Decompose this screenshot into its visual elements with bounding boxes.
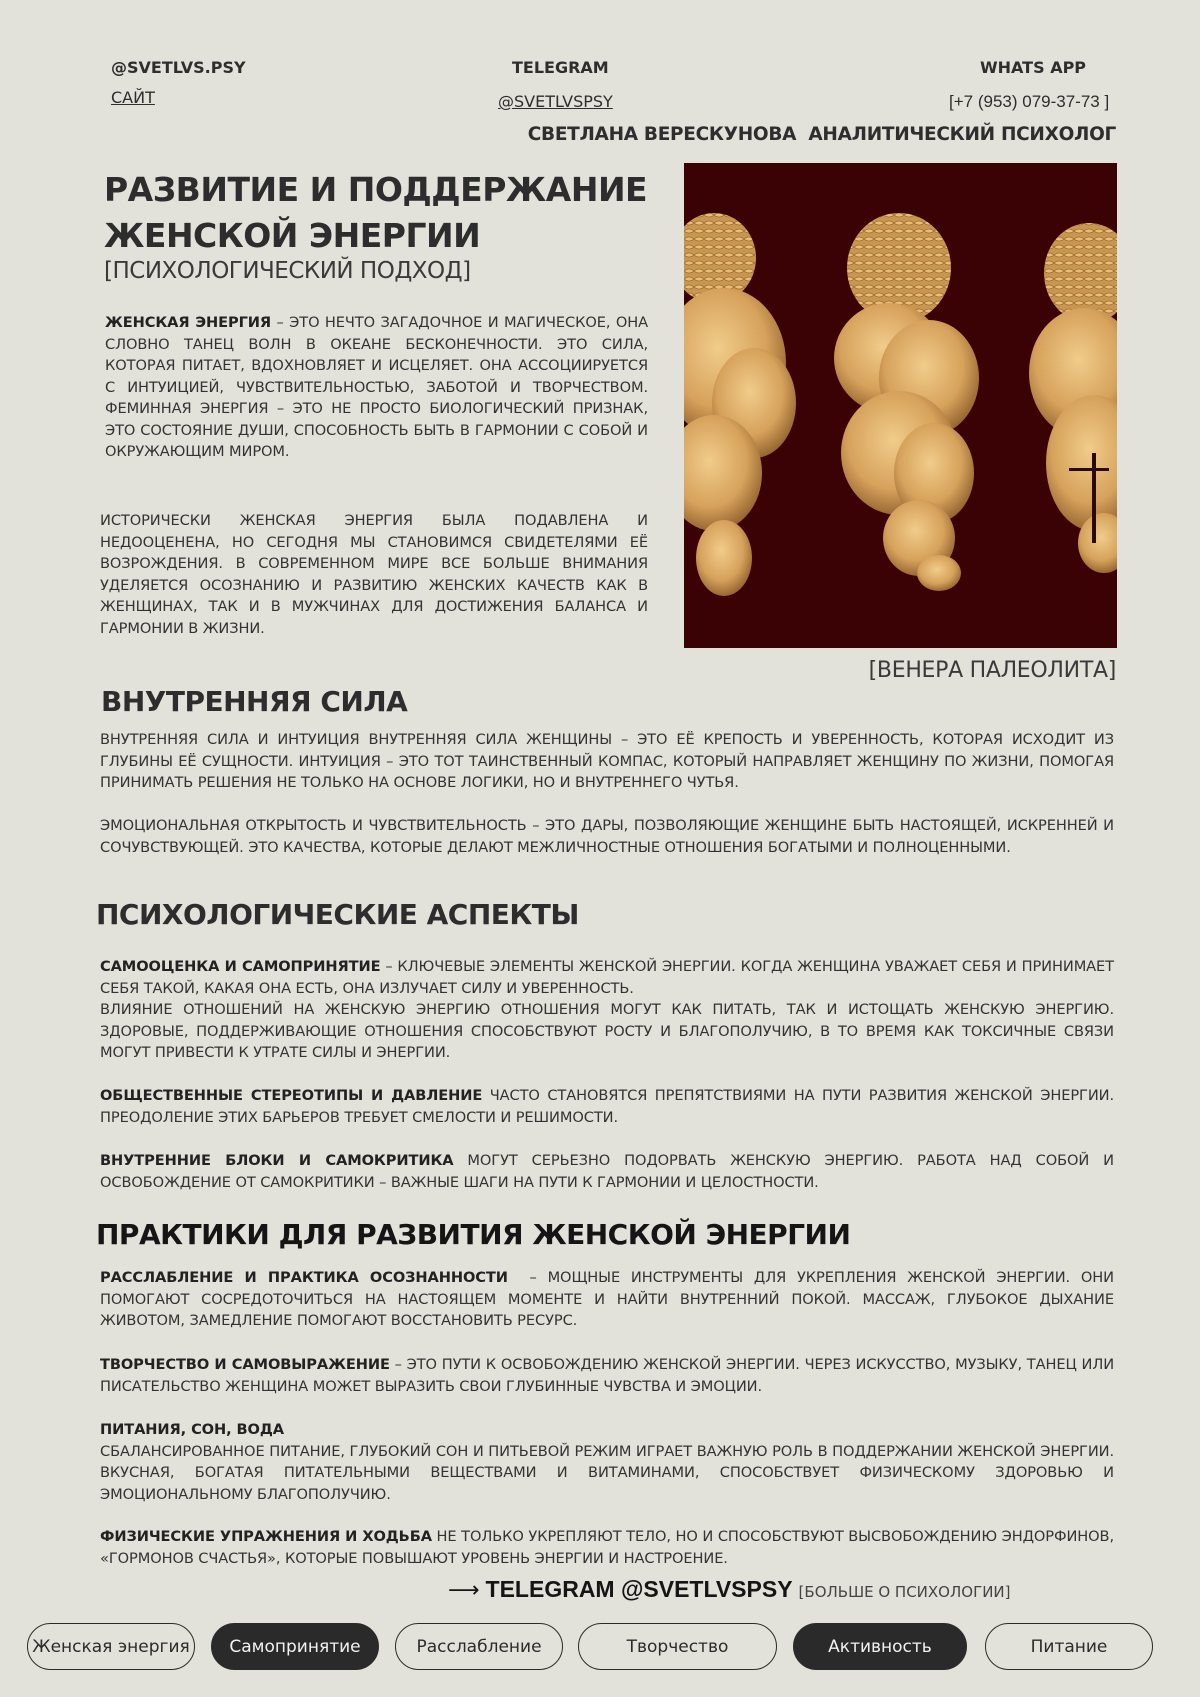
figurine-left [684,213,796,596]
venus-photo [684,163,1117,648]
instagram-handle: @SVETLVS.PSY [111,58,246,77]
venus-figurines-image [684,163,1117,648]
practice-nutrition-text: СБАЛАНСИРОВАННОЕ ПИТАНИЕ, ГЛУБОКИЙ СОН И ПИТЬЕВОЙ РЕЖИМ ИГРАЕТ ВАЖНУЮ РОЛЬ В ПОДДЕРЖАНИИ ЖЕНСКОЙ ЭНЕРГИИ. ВКУСНАЯ, БОГАТАЯ ПИТАТЕЛЬНЫМИ ВЕЩЕСТВАМИ И ВИТАМИНАМИ, СПОСОБСТВУЕТ ФИЗИЧЕСКОМУ ЗДОРОВЬЮ И ЭМОЦИОНАЛЬНОМУ БЛАГОПОЛУЧИЮ. [100,1442,1114,1503]
site-link[interactable]: САЙТ [111,88,155,107]
intro-paragraph [105,312,648,463]
aspect-self-acceptance-text: – КЛЮЧЕВЫЕ ЭЛЕМЕНТЫ ЖЕНСКОЙ ЭНЕРГИИ. КОГДА ЖЕНЩИНА УВАЖАЕТ СЕБЯ И ПРИНИМАЕТ СЕБЯ ТАКОЙ, КАКАЯ ОНА ЕСТЬ, ОНА ИЗЛУЧАЕТ СИЛУ И УВЕРЕННОСТЬ. [100,958,1114,997]
whatsapp-label: WHATS APP [980,58,1087,77]
figurine-right [1029,223,1117,573]
aspect-inner-blocks [100,1150,1114,1193]
practice-creativity [100,1354,1114,1397]
heading-inner-strength: ВНУТРЕННЯЯ СИЛА [101,685,408,718]
aspect-stereotypes-term: ОБЩЕСТВЕННЫЕ СТЕРЕОТИПЫ И ДАВЛЕНИЕ [100,1087,483,1104]
telegram-cta[interactable] [448,1576,1011,1603]
telegram-link[interactable]: @SVETLVSPSY [498,92,613,111]
arrow-right-icon: ⟶ [448,1578,480,1603]
aspect-inner-blocks-term: ВНУТРЕННИЕ БЛОКИ И САМОКРИТИКА [100,1152,454,1169]
aspect-stereotypes [100,1085,1114,1128]
history-paragraph: ИСТОРИЧЕСКИ ЖЕНСКАЯ ЭНЕРГИЯ БЫЛА ПОДАВЛЕНА И НЕДООЦЕНЕНА, НО СЕГОДНЯ МЫ СТАНОВИМСЯ СВИДЕТЕЛЯМИ ЕЁ ВОЗРОЖДЕНИЯ. В СОВРЕМЕННОМ МИРЕ ВСЕ БОЛЬШЕ ВНИМАНИЯ УДЕЛЯЕТСЯ ОСОЗНАНИЮ И РАЗВИТИЮ ЖЕНСКИХ КАЧЕСТВ КАК В ЖЕНЩИНАХ, ТАК И В МУЖЧИНАХ ДЛЯ ДОСТИЖЕНИЯ БАЛАНСА И ГАРМОНИИ В ЖИЗНИ. [100,512,648,637]
tab-feminine-energy[interactable]: Женская энергия [27,1623,195,1670]
practice-creativity-text: – ЭТО ПУТИ К ОСВОБОЖДЕНИЮ ЖЕНСКОЙ ЭНЕРГИИ. ЧЕРЕЗ ИСКУССТВО, МУЗЫКУ, ТАНЕЦ ИЛИ ПИСАТЕЛЬСТВО ЖЕНЩИНА МОЖЕТ ВЫРАЗИТЬ СВОИ ГЛУБИННЫЕ ЧУВСТВА И ЭМОЦИИ. [100,1356,1115,1395]
telegram-cta-label[interactable]: TELEGRAM @SVETLVSPSY [485,1576,793,1602]
aspect-self-acceptance-term: САМООЦЕНКА И САМОПРИНЯТИЕ [100,958,381,975]
aspect-relationships-text: ВЛИЯНИЕ ОТНОШЕНИЙ НА ЖЕНСКУЮ ЭНЕРГИЮ ОТНОШЕНИЯ МОГУТ КАК ПИТАТЬ, ТАК И ИСТОЩАТЬ ЖЕНСКУЮ ЭНЕРГИЮ. ЗДОРОВЫЕ, ПОДДЕРЖИВАЮЩИЕ ОТНОШЕНИЯ СПОСОБСТВУЮТ РОСТУ И БЛАГОПОЛУЧИЮ, В ТО ВРЕМЯ КАК ТОКСИЧНЫЕ СВЯЗИ МОГУТ ПРИВЕСТИ К УТРАТЕ СИЛЫ И ЭНЕРГИИ. [100,1001,1114,1061]
practice-nutrition [100,1419,1114,1505]
figurine-center [834,213,979,591]
tab-relaxation[interactable]: Расслабление [395,1623,563,1670]
title-line-1: РАЗВИТИЕ И ПОДДЕРЖАНИЕ [104,170,648,209]
practice-exercise-text: НЕ ТОЛЬКО УКРЕПЛЯЮТ ТЕЛО, НО И СПОСОБСТВУЮТ ВЫСВОБОЖДЕНИЮ ЭНДОРФИНОВ, «ГОРМОНОВ СЧАСТЬЯ», КОТОРЫЕ ПОВЫШАЮТ УРОВЕНЬ ЭНЕРГИИ И НАСТРОЕНИЕ. [100,1528,1114,1567]
intro-text: – ЭТО НЕЧТО ЗАГАДОЧНОЕ И МАГИЧЕСКОЕ, ОНА СЛОВНО ТАНЕЦ ВОЛН В ОКЕАНЕ БЕСКОНЕЧНОСТИ. ЭТО СИЛА, КОТОРАЯ ПИТАЕТ, ВДОХНОВЛЯЕТ И ИСЦЕЛЯЕТ. ОНА АССОЦИИРУЕТСЯ С ИНТУИЦИЕЙ, ЧУВСТВИТЕЛЬНОСТЬЮ, ЗАБОТОЙ И ТВОРЧЕСТВОМ. ФЕМИННАЯ ЭНЕРГИЯ – ЭТО НЕ ПРОСТО БИОЛОГИЧЕСКИЙ ПРИЗНАК, ЭТО СОСТОЯНИЕ ДУШИ, СПОСОБНОСТЬ БЫТЬ В ГАРМОНИИ С СОБОЙ И ОКРУЖАЮЩИМ МИРОМ. [105,314,648,460]
photo-caption: [ВЕНЕРА ПАЛЕОЛИТА] [868,658,1116,683]
title-line-2: ЖЕНСКОЙ ЭНЕРГИИ [104,216,481,255]
tab-creativity[interactable]: Творчество [578,1623,777,1670]
author-line: СВЕТЛАНА ВЕРЕСКУНОВА АНАЛИТИЧЕСКИЙ ПСИХОЛОГ [527,124,1116,145]
tab-activity[interactable]: Активность [793,1623,967,1670]
heading-psych-aspects: ПСИХОЛОГИЧЕСКИЕ АСПЕКТЫ [96,898,579,931]
intro-term: ЖЕНСКАЯ ЭНЕРГИЯ [105,314,272,331]
aspect-stereotypes-text: ЧАСТО СТАНОВЯТСЯ ПРЕПЯТСТВИЯМИ НА ПУТИ РАЗВИТИЯ ЖЕНСКОЙ ЭНЕРГИИ. ПРЕОДОЛЕНИЕ ЭТИХ БАРЬЕРОВ ТРЕБУЕТ СМЕЛОСТИ И РЕШИМОСТИ. [100,1087,1114,1126]
inner-strength-p1: ВНУТРЕННЯЯ СИЛА И ИНТУИЦИЯ ВНУТРЕННЯЯ СИЛА ЖЕНЩИНЫ – ЭТО ЕЁ КРЕПОСТЬ И УВЕРЕННОСТЬ, КОТОРАЯ ИСХОДИТ ИЗ ГЛУБИНЫ ЕЁ СУЩНОСТИ. ИНТУИЦИЯ – ЭТО ТОТ ТАИНСТВЕННЫЙ КОМПАС, КОТОРЫЙ НАПРАВЛЯЕТ ЖЕНЩИНУ ПО ЖИЗНИ, ПОМОГАЯ ПРИНИМАТЬ РЕШЕНИЯ НЕ ТОЛЬКО НА ОСНОВЕ ЛОГИКИ, НО И ВНУТРЕННЕГО ЧУТЬЯ. [100,731,1114,791]
inner-strength-p2: ЭМОЦИОНАЛЬНАЯ ОТКРЫТОСТЬ И ЧУВСТВИТЕЛЬНОСТЬ – ЭТО ДАРЫ, ПОЗВОЛЯЮЩИЕ ЖЕНЩИНЕ БЫТЬ НАСТОЯЩЕЙ, ИСКРЕННЕЙ И СОЧУВСТВУЮЩЕЙ. ЭТО КАЧЕСТВА, КОТОРЫЕ ДЕЛАЮТ МЕЖЛИЧНОСТНЫЕ ОТНОШЕНИЯ БОГАТЫМИ И ПОЛНОЦЕННЫМИ. [100,817,1114,856]
aspect-self-acceptance [100,956,1114,1064]
practice-nutrition-term: ПИТАНИЯ, СОН, ВОДА [100,1421,284,1438]
practice-exercise [100,1526,1114,1569]
tab-nutrition[interactable]: Питание [985,1623,1153,1670]
telegram-cta-note: [БОЛЬШЕ О ПСИХОЛОГИИ] [798,1583,1011,1601]
page-title [104,160,664,265]
practice-relaxation [100,1267,1119,1332]
page-subtitle: [ПСИХОЛОГИЧЕСКИЙ ПОДХОД] [104,258,471,284]
phone-number[interactable]: [+7 (953) 079-37-73 ] [949,92,1110,111]
practice-relaxation-term: РАССЛАБЛЕНИЕ И ПРАКТИКА ОСОЗНАННОСТИ [100,1269,508,1286]
practice-relaxation-text: – МОЩНЫЕ ИНСТРУМЕНТЫ ДЛЯ УКРЕПЛЕНИЯ ЖЕНСКОЙ ЭНЕРГИИ. ОНИ ПОМОГАЮТ СОСРЕДОТОЧИТЬСЯ НА НАСТОЯЩЕМ МОМЕНТЕ И НАЙТИ ВНУТРЕННИЙ ПОКОЙ. МАССАЖ, ГЛУБОКОЕ ДЫХАНИЕ ЖИВОТОМ, ЗАМЕДЛЕНИЕ ПОМОГАЮТ ВОССТАНОВИТЬ РЕСУРС. [100,1269,1119,1329]
aspect-inner-blocks-text: МОГУТ СЕРЬЕЗНО ПОДОРВАТЬ ЖЕНСКУЮ ЭНЕРГИЮ. РАБОТА НАД СОБОЙ И ОСВОБОЖДЕНИЕ ОТ САМОКРИТИКИ – ВАЖНЫЕ ШАГИ НА ПУТИ К ГАРМОНИИ И ЦЕЛОСТНОСТИ. [100,1152,1114,1191]
practice-exercise-term: ФИЗИЧЕСКИЕ УПРАЖНЕНИЯ И ХОДЬБА [100,1528,432,1545]
tab-self-acceptance[interactable]: Самопринятие [211,1623,379,1670]
practice-creativity-term: ТВОРЧЕСТВО И САМОВЫРАЖЕНИЕ [100,1356,390,1373]
telegram-label: TELEGRAM [512,58,609,77]
heading-practices: ПРАКТИКИ ДЛЯ РАЗВИТИЯ ЖЕНСКОЙ ЭНЕРГИИ [96,1218,851,1251]
